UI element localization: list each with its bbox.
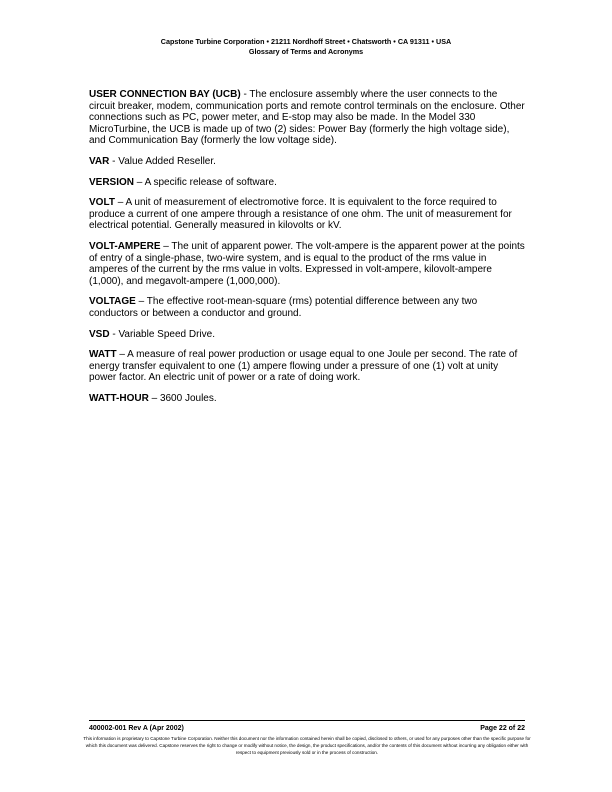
document-number: 400002-001 Rev A (Apr 2002) — [89, 725, 184, 732]
header-company-line: Capstone Turbine Corporation • 21211 Nordhoff Street • Chatsworth • CA 91311 • USA — [160, 37, 452, 46]
term-separator: - — [109, 328, 119, 340]
page-header — [0, 37, 612, 57]
glossary-definition: The effective root-mean-square (rms) potential difference between any two conductors or between a conductor and ground. — [89, 296, 478, 319]
proprietary-notice: This information is proprietary to Capstone Turbine Corporation. Neither this document nor the information contained herein shall be copied, disclosed to others, or used for any purposes other than the specific purpose for which this document was delivered. Capstone reserves the right to change or modify without notice, the design, the product specifications, and/or the contents of this document without incurring any obligation either with respect to equipment previously sold or in the process of construction. — [83, 736, 531, 755]
glossary-definition: Variable Speed Drive. — [118, 328, 215, 340]
term-separator: – — [116, 349, 128, 361]
glossary-definition: A unit of measurement of electromotive force. It is equivalent to the force required to produce a current of one ampere through a resistance of one ohm. The unit of measurement for electrical potential. Generally measured in kilovolts or kV. — [89, 197, 512, 232]
term-separator: - — [240, 89, 250, 100]
page-footer — [89, 724, 525, 733]
glossary-term: VOLTAGE — [89, 296, 136, 308]
glossary-entry-ucb — [89, 89, 525, 147]
header-document-title: Glossary of Terms and Acronyms — [248, 47, 364, 56]
glossary-entry-vsd — [89, 329, 525, 341]
page-number: Page 22 of 22 — [480, 725, 525, 732]
glossary-definition: A measure of real power production or usage equal to one Joule per second. The rate of energy transfer equivalent to one (1) ampere flowing under a pressure of one (1) volt at unity power factor. An electric unit of power or a rate of doing work. — [89, 349, 518, 384]
glossary-term: VOLT — [89, 197, 115, 209]
glossary-entry-watt — [89, 349, 525, 384]
glossary-definition: Value Added Reseller. — [118, 155, 216, 167]
glossary-entry-volt — [89, 197, 525, 232]
term-separator: - — [109, 155, 119, 167]
glossary-entry-var — [89, 156, 525, 168]
term-separator: – — [114, 197, 126, 209]
glossary-term: WATT — [89, 349, 117, 361]
glossary-entry-watt-hour — [89, 393, 525, 405]
footer-divider — [89, 720, 525, 721]
term-separator: – — [160, 240, 172, 252]
glossary-term: VOLT-AMPERE — [89, 240, 161, 252]
term-separator: – — [135, 296, 147, 308]
glossary-term: VSD — [89, 328, 110, 340]
glossary-definition: A specific release of software. — [144, 176, 277, 188]
glossary-entry-volt-ampere — [89, 241, 525, 287]
glossary-definition: 3600 Joules. — [159, 392, 217, 404]
glossary-entry-voltage — [89, 296, 525, 319]
glossary-body — [89, 89, 525, 413]
glossary-definition: The enclosure assembly where the user connects to the circuit breaker, modem, communication ports and remote control terminals on the enclosure. Other connections such as PC, power meter, and E-stop may also be made. In the Model 330 MicroTurbine, the UCB is made up of two (2) sides: Power Bay (formerly the high voltage side), and Communication Bay (formerly the low voltage side). — [89, 89, 525, 147]
glossary-entry-version — [89, 177, 525, 189]
glossary-term: WATT-HOUR — [89, 392, 149, 404]
term-separator: – — [134, 176, 145, 188]
term-separator: – — [148, 392, 160, 404]
glossary-definition: The unit of apparent power. The volt-ampere is the apparent power at the points of entry of a single-phase, two-wire system, and is equal to the product of the rms value in amperes of the current by the rms value in volts. Expressed in volt-ampere, kilovolt-ampere (1,000), and megavolt-ampere (1,000,000). — [89, 240, 525, 287]
glossary-term: VERSION — [89, 176, 135, 188]
glossary-term: USER CONNECTION BAY (UCB) — [89, 89, 241, 100]
glossary-term: VAR — [89, 155, 110, 167]
